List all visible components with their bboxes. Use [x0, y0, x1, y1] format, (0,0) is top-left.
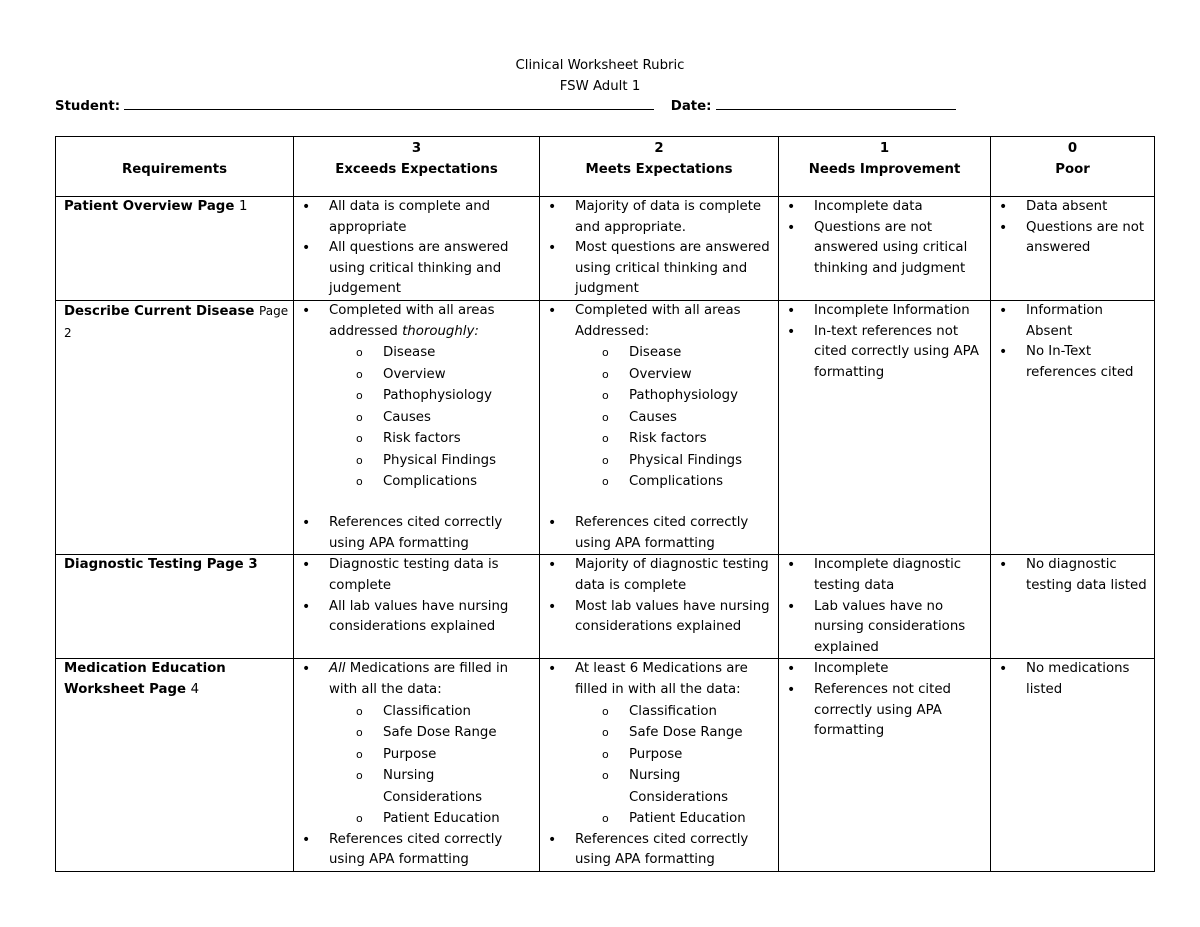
student-label: Student:	[55, 99, 121, 114]
meets-label: Meets Expectations	[585, 161, 733, 177]
sub-item: o Nursing Considerations	[329, 765, 533, 808]
sub-item: o Pathophysiology	[329, 385, 533, 407]
poor-cell	[991, 300, 1155, 554]
requirement-cell: Diagnostic Testing Page 3	[56, 555, 294, 659]
sub-item: o Pathophysiology	[575, 385, 772, 407]
list-item: • Majority of diagnostic testing data is complete	[540, 555, 772, 596]
score-2: 2	[654, 141, 664, 156]
sub-item: o Patient Education	[575, 808, 772, 830]
sub-item: o Risk factors	[329, 428, 533, 450]
needs-improvement-label: Needs Improvement	[808, 161, 961, 177]
list-item: • No In-Text references cited	[991, 342, 1148, 383]
sub-item: o Classification	[575, 701, 772, 723]
needs-improvement-header	[779, 137, 991, 197]
header-row	[56, 137, 1155, 197]
date-label: Date:	[670, 99, 712, 114]
needs-improvement-cell	[779, 197, 991, 301]
list-item: • No diagnostic testing data listed	[991, 555, 1148, 596]
table-row	[56, 555, 1155, 659]
list-item: • All lab values have nursing considerations explained	[294, 597, 533, 638]
sub-item: o Patient Education	[329, 808, 533, 830]
needs-improvement-cell	[779, 555, 991, 659]
exceeds-label: Exceeds Expectations	[335, 161, 498, 177]
sub-item: o Safe Dose Range	[329, 722, 533, 744]
score-1: 1	[879, 141, 890, 156]
list-item: • Most lab values have nursing considerations explained	[540, 597, 772, 638]
needs-improvement-cell	[779, 659, 991, 871]
poor-cell	[991, 197, 1155, 301]
list-item: • References cited correctly using APA formatting	[540, 513, 772, 554]
list-item: • Data absent	[991, 197, 1148, 218]
list-item: • Incomplete data	[779, 197, 984, 218]
list-item: • Incomplete Information	[779, 301, 984, 322]
requirements-header: Requirements	[56, 137, 294, 197]
list-item: • Incomplete diagnostic testing data	[779, 555, 984, 596]
sub-item: o Overview	[329, 364, 533, 386]
sub-item: o Physical Findings	[329, 450, 533, 472]
needs-improvement-cell	[779, 300, 991, 554]
sub-item: o Disease	[329, 342, 533, 364]
list-item: • Questions are not answered using critical thinking and judgment	[779, 218, 984, 280]
list-item: • Information Absent	[991, 301, 1148, 342]
list-item: • No medications listed	[991, 659, 1148, 700]
exceeds-cell	[294, 197, 540, 301]
list-item: • References cited correctly using APA formatting	[294, 513, 533, 554]
list-item: • Completed with all areas addressed thoroughly: o Disease o Overview o Pathophysiology o Causes o Risk factors o Physical Findings o Complications	[294, 301, 533, 513]
table-row	[56, 659, 1155, 871]
meets-cell	[540, 300, 779, 554]
table-row	[56, 197, 1155, 301]
sub-item: o Purpose	[575, 744, 772, 766]
poor-cell	[991, 555, 1155, 659]
rubric-table	[55, 136, 1155, 872]
list-item: • Diagnostic testing data is complete	[294, 555, 533, 596]
meets-cell	[540, 197, 779, 301]
exceeds-cell	[294, 659, 540, 871]
poor-label: Poor	[1055, 161, 1090, 177]
score-0: 0	[1067, 141, 1078, 156]
list-item: • Lab values have no nursing considerations explained	[779, 597, 984, 659]
sub-item: o Risk factors	[575, 428, 772, 450]
sub-item: o Causes	[329, 407, 533, 429]
meets-header	[540, 137, 779, 197]
document-subtitle: FSW Adult 1	[559, 79, 641, 94]
sub-item: o Complications	[575, 471, 772, 493]
requirement-cell: Patient Overview Page 1	[56, 197, 294, 301]
requirement-cell: Medication Education Worksheet Page 4	[56, 659, 294, 871]
meets-cell	[540, 555, 779, 659]
exceeds-cell	[294, 555, 540, 659]
student-blank[interactable]	[124, 97, 654, 110]
list-item: • Incomplete	[779, 659, 984, 680]
sub-item: o Disease	[575, 342, 772, 364]
sub-item: o Safe Dose Range	[575, 722, 772, 744]
poor-header	[991, 137, 1155, 197]
score-3: 3	[411, 141, 422, 156]
exceeds-header	[294, 137, 540, 197]
sub-item: o Causes	[575, 407, 772, 429]
sub-item: o Overview	[575, 364, 772, 386]
list-item: • At least 6 Medications are filled in with all the data: o Classification o Safe Dose Range o Purpose o Nursing Considerations o Patient Education	[540, 659, 772, 829]
list-item: • Majority of data is complete and appropriate.	[540, 197, 772, 238]
list-item: • References cited correctly using APA formatting	[540, 830, 772, 871]
list-item: • In-text references not cited correctly using APA formatting	[779, 322, 984, 384]
poor-cell	[991, 659, 1155, 871]
exceeds-cell	[294, 300, 540, 554]
list-item: • References not cited correctly using APA formatting	[779, 680, 984, 742]
sub-item: o Purpose	[329, 744, 533, 766]
sub-item: o Complications	[329, 471, 533, 493]
student-date-line	[55, 97, 956, 117]
requirement-cell: Describe Current Disease Page 2	[56, 300, 294, 554]
list-item: • All questions are answered using critical thinking and judgement	[294, 238, 533, 300]
list-item: • Completed with all areas Addressed: o Disease o Overview o Pathophysiology o Causes o Risk factors o Physical Findings o Complications	[540, 301, 772, 513]
list-item: • Questions are not answered	[991, 218, 1148, 259]
meets-cell	[540, 659, 779, 871]
table-row	[56, 300, 1155, 554]
list-item: • All Medications are filled in with all the data: o Classification o Safe Dose Range o Purpose o Nursing Considerations o Patient Education	[294, 659, 533, 829]
list-item: • All data is complete and appropriate	[294, 197, 533, 238]
sub-item: o Nursing Considerations	[575, 765, 772, 808]
date-blank[interactable]	[716, 97, 956, 110]
document-title: Clinical Worksheet Rubric	[515, 58, 685, 73]
sub-item: o Classification	[329, 701, 533, 723]
sub-item: o Physical Findings	[575, 450, 772, 472]
list-item: • Most questions are answered using critical thinking and judgment	[540, 238, 772, 300]
list-item: • References cited correctly using APA formatting	[294, 830, 533, 871]
